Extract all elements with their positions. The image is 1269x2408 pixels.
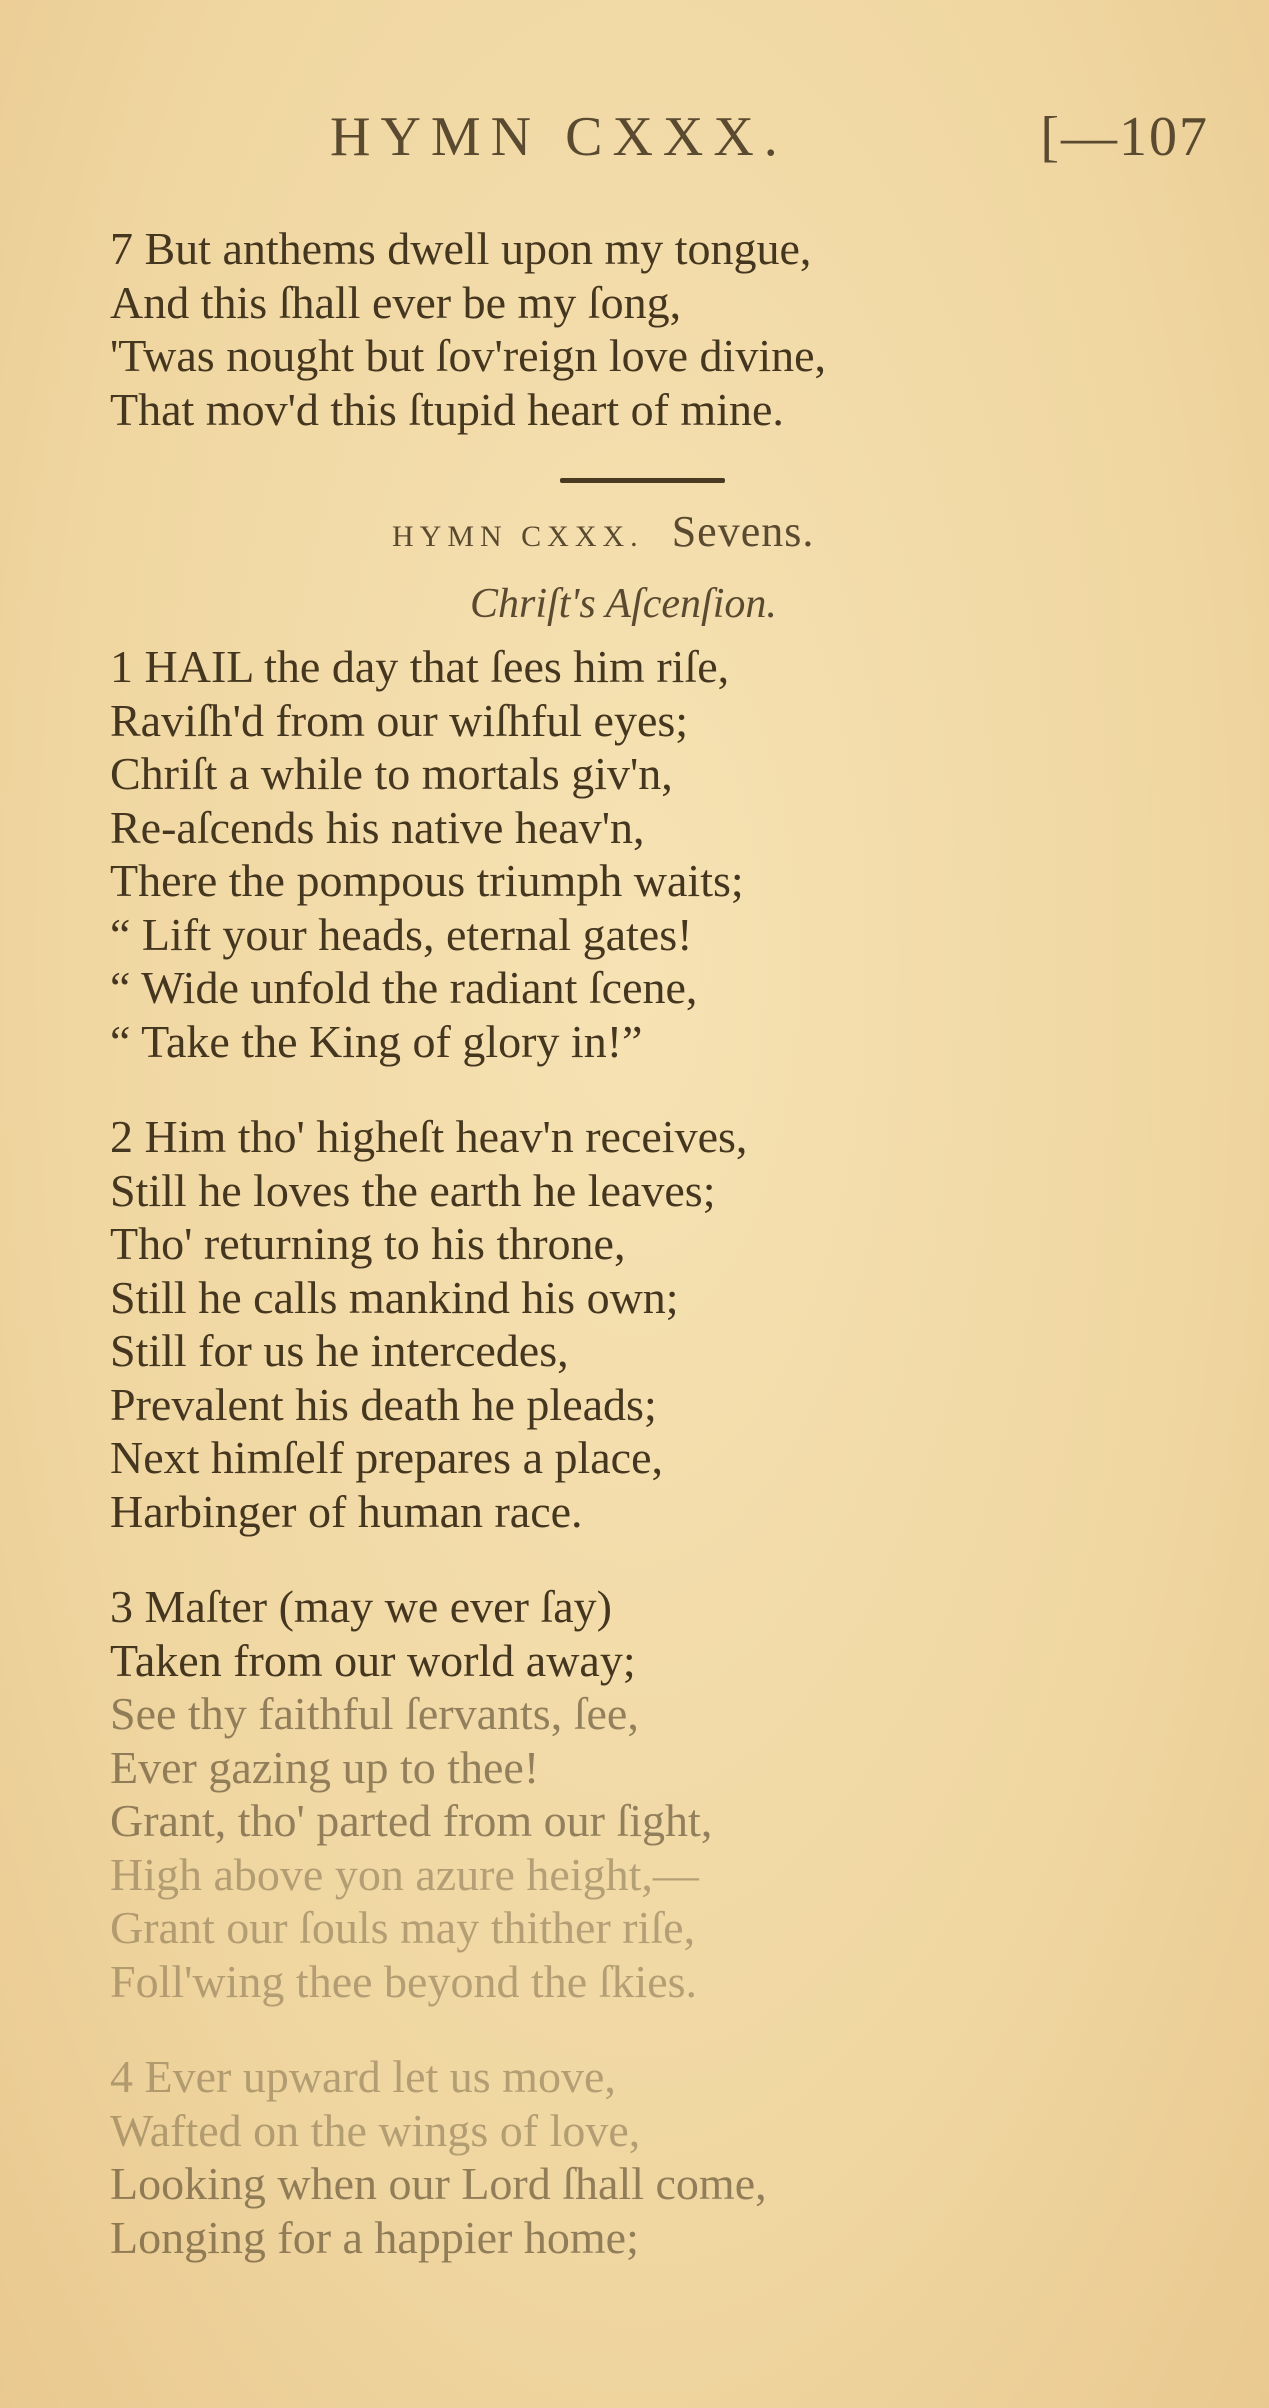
verse-line: Still for us he intercedes, bbox=[110, 1325, 569, 1376]
verse-line: Foll'wing thee beyond the ſkies. bbox=[110, 1955, 698, 2007]
verse-line: Still he calls mankind his own; bbox=[110, 1271, 679, 1323]
verse-line: “ Wide unfold the radiant ſcene, bbox=[110, 962, 698, 1013]
header-title: HYMN CXXX. bbox=[330, 106, 788, 168]
stanza-1 bbox=[110, 640, 1210, 1068]
verse-line: Harbinger of human race. bbox=[110, 1485, 583, 1537]
verse-line: Still he loves the earth he leaves; bbox=[110, 1164, 716, 1216]
verse-line: 1 HAIL the day that ſees him riſe, bbox=[110, 641, 730, 692]
verse-line: Looking when our Lord ſhall come, bbox=[110, 2158, 767, 2209]
verse-line: Ever gazing up to thee! bbox=[110, 1741, 540, 1793]
verse-line: Re-aſcends his native heav'n, bbox=[110, 801, 645, 853]
hymn-subtitle: Chriſt's Aſcenſion. bbox=[470, 581, 777, 627]
verse-line: Chriſt a while to mortals giv'n, bbox=[110, 748, 673, 799]
verse-line: And this ſhall ever be my ſong, bbox=[110, 276, 682, 328]
hymn-meter: Sevens. bbox=[671, 507, 815, 556]
verse-line: Next himſelf prepares a place, bbox=[110, 1432, 664, 1483]
stanza-4 bbox=[110, 2050, 1210, 2264]
verse-line: 7 But anthems dwell upon my tongue, bbox=[110, 223, 812, 274]
hymn-heading bbox=[392, 506, 814, 557]
stanza-3 bbox=[110, 1580, 1210, 2008]
hymn-label: HYMN CXXX. bbox=[392, 520, 644, 553]
verse-line: 'Twas nought but ſov'reign love divine, bbox=[110, 330, 827, 381]
verse-line: 3 Maſter (may we ever ſay) bbox=[110, 1581, 612, 1632]
verse-line: Raviſh'd from our wiſhful eyes; bbox=[110, 694, 689, 746]
verse-line: That mov'd this ſtupid heart of mine. bbox=[110, 383, 784, 435]
section-divider bbox=[560, 478, 725, 483]
previous-hymn-stanza bbox=[110, 222, 1210, 436]
stanza-2 bbox=[110, 1110, 1210, 1538]
verse-line: Prevalent his death he pleads; bbox=[110, 1378, 657, 1430]
verse-line: Longing for a happier home; bbox=[110, 2211, 639, 2263]
verse-line: See thy faithful ſervants, ſee, bbox=[110, 1688, 639, 1739]
page-number: [—107 bbox=[1040, 106, 1209, 168]
verse-line: High above yon azure height,— bbox=[110, 1848, 699, 1900]
running-header bbox=[330, 105, 1209, 175]
verse-line: Grant, tho' parted from our ſight, bbox=[110, 1795, 713, 1846]
verse-line: Tho' returning to his throne, bbox=[110, 1218, 626, 1269]
verse-line: “ Lift your heads, eternal gates! bbox=[110, 908, 693, 960]
verse-line: Taken from our world away; bbox=[110, 1634, 636, 1686]
verse-line: “ Take the King of glory in!” bbox=[110, 1015, 643, 1067]
verse-line: 4 Ever upward let us move, bbox=[110, 2051, 616, 2102]
verse-line: Grant our ſouls may thither riſe, bbox=[110, 1902, 696, 1953]
verse-line: 2 Him tho' higheſt heav'n receives, bbox=[110, 1111, 748, 1162]
verse-line: There the pompous triumph waits; bbox=[110, 855, 744, 906]
verse-line: Wafted on the wings of love, bbox=[110, 2104, 641, 2156]
